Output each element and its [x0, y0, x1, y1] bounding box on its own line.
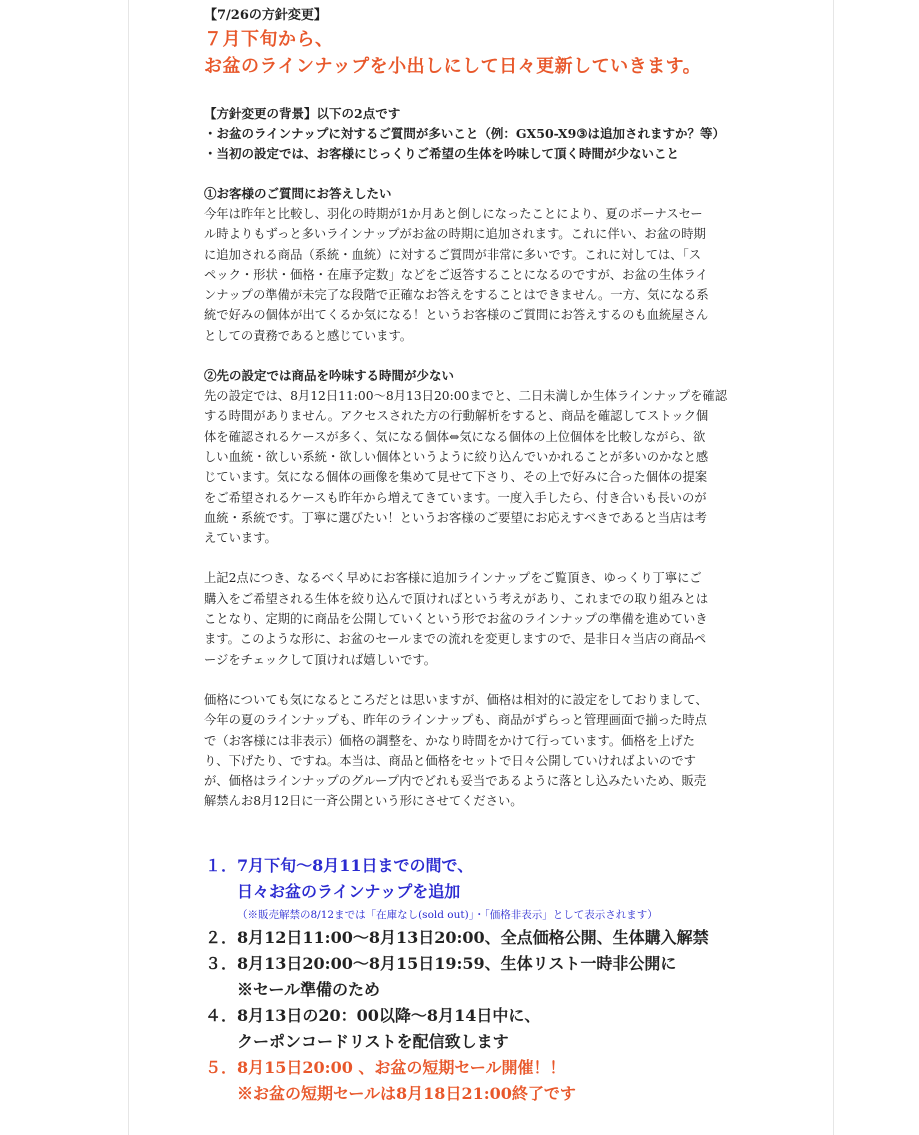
schedule-note: （※販売解禁の8/12までは「在庫なし(sold out)」・「価格非表示」として表示されます）	[237, 909, 658, 921]
schedule-item-3	[205, 951, 815, 1003]
text-line: が、価格はラインナップのグループ内でどれも妥当であるように落とし込みたいため、販売	[204, 774, 707, 789]
text-line: 体を確認されるケースが多く、気になる個体⇔気になる個体の上位個体を比較しながら、欲	[204, 429, 706, 444]
schedule-item-4	[205, 1003, 815, 1055]
text-line: 血統・系統です。丁寧に選びたい！というお客様のご要望にお応えすべきであると当店は考	[204, 510, 707, 525]
text-line: 先の設定では、8月12日11:00〜8月13日20:00までと、二日未満しか生体ラインナップを確認	[204, 389, 728, 404]
schedule-line: ※お盆の短期セールは8月18日21:00終了です	[237, 1084, 576, 1103]
schedule-number: １．	[205, 856, 238, 875]
text-line: 解禁んお8月12日に一斉公開という形にさせてください。	[204, 794, 523, 809]
schedule-line: ※セール準備のため	[237, 980, 381, 999]
paragraph-4	[204, 690, 764, 812]
schedule-item-1	[205, 853, 815, 925]
text-line: 今年は昨年と比較し、羽化の時期が1か月あと倒しになったことにより、夏のボーナスセー	[204, 207, 703, 221]
schedule-list	[205, 853, 815, 1107]
text-line: えています。	[204, 531, 277, 546]
text-line: としての責務であると感じています。	[204, 328, 413, 343]
text-line: ます。このような形に、お盆のセールまでの流れを変更しますので、是非日々当店の商品ペ	[204, 632, 707, 647]
schedule-line: 日々お盆のラインナップを追加	[237, 882, 461, 901]
section-1-title: ①お客様のご質問にお答えしたい	[204, 186, 392, 201]
text-line: する時間がありません。アクセスされた方の行動解析をすると、商品を確認してストック個	[204, 409, 709, 424]
background-point-1: ・お盆のラインナップに対するご質問が多いこと（例：GX50-X9③は追加されますか？等）	[204, 126, 726, 141]
schedule-line: 8月13日の20：00以降〜8月14日中に、	[237, 1006, 541, 1025]
schedule-item-2	[205, 925, 815, 951]
text-line: をご希望されるケースも昨年から増えてきています。一度入手したら、付き合いも長いのが	[204, 490, 707, 505]
text-line: に追加される商品（系統・血統）に対するご質問が非常に多いです。これに対しては、「ス	[204, 247, 702, 262]
text-line: で（お客様には非表示）価格の調整を、かなり時間をかけて行っています。価格を上げた	[204, 733, 695, 748]
article-body	[204, 6, 764, 812]
text-line: り、下げたり、ですね。本当は、商品と価格をセットで日々公開していければよいのです	[204, 753, 696, 768]
text-line: ル時よりもずっと多いラインナップがお盆の時期に追加されます。これに伴い、お盆の時期	[204, 227, 706, 242]
schedule-number: ３．	[205, 954, 238, 973]
schedule-number: ５．	[205, 1058, 238, 1077]
policy-change-date-title: 【7/26の方針変更】	[204, 8, 327, 23]
schedule-item-5	[205, 1055, 815, 1107]
policy-headline-line-1: ７月下旬から、	[204, 29, 334, 50]
schedule-line: クーポンコードリストを配信致します	[237, 1032, 509, 1051]
text-line: 統で好みの個体が出てくるか気になる！というお客様のご質問にお答えするのも血統屋さん	[204, 308, 709, 323]
text-line: 価格についても気になるところだとは思いますが、価格は相対的に設定をしておりまして、	[204, 692, 708, 707]
text-line: 今年の夏のラインナップも、昨年のラインナップも、商品がずらっと管理画面で揃った時点	[204, 713, 707, 728]
schedule-line: 8月13日20:00〜8月15日19:59、生体リスト一時非公開に	[237, 954, 677, 973]
text-line: しい血統・欲しい系統・欲しい個体というように絞り込んでいかれることが多いのかなと感	[204, 449, 709, 464]
schedule-line: 8月12日11:00〜8月13日20:00、全点価格公開、生体購入解禁	[237, 928, 709, 947]
text-line: ペック・形状・価格・在庫予定数」などをご返答することになるのですが、お盆の生体ライ	[204, 267, 708, 282]
policy-headline-line-2: お盆のラインナップを小出しにして日々更新していきます。	[204, 56, 702, 77]
schedule-number: ２．	[205, 928, 238, 947]
schedule-line: 8月15日20:00 、お盆の短期セール開催！！	[237, 1058, 566, 1077]
text-line: ージをチェックして頂ければ嬉しいです。	[204, 652, 437, 667]
text-line: ことなり、定期的に商品を公開していくという形でお盆のラインナップの準備を進めていき	[204, 612, 708, 627]
background-title: 【方針変更の背景】以下の2点です	[204, 106, 401, 121]
text-line: 上記2点につき、なるべく早めにお客様に追加ラインナップをご覧頂き、ゆっくり丁寧にご	[204, 571, 702, 586]
background-point-2: ・当初の設定では、お客様にじっくりご希望の生体を吟味して頂く時間が少ないこと	[204, 146, 680, 161]
section-2-body	[204, 386, 764, 548]
schedule-line: 7月下旬〜8月11日までの間で、	[237, 856, 474, 875]
section-2-title: ②先の設定では商品を吟味する時間が少ない	[204, 368, 455, 384]
schedule-number: ４．	[205, 1006, 238, 1025]
text-line: ンナップの準備が未完了な段階で正確なお答えをすることはできません。一方、気になる系	[204, 288, 709, 303]
section-1-body	[204, 204, 764, 346]
text-line: 購入をご希望される生体を絞り込んで頂ければという考えがあり、これまでの取り組みとは	[204, 591, 709, 606]
paragraph-3	[204, 568, 764, 669]
text-line: じています。気になる個体の画像を集めて見せて下さり、その上で好みに合った個体の提案	[204, 470, 708, 485]
